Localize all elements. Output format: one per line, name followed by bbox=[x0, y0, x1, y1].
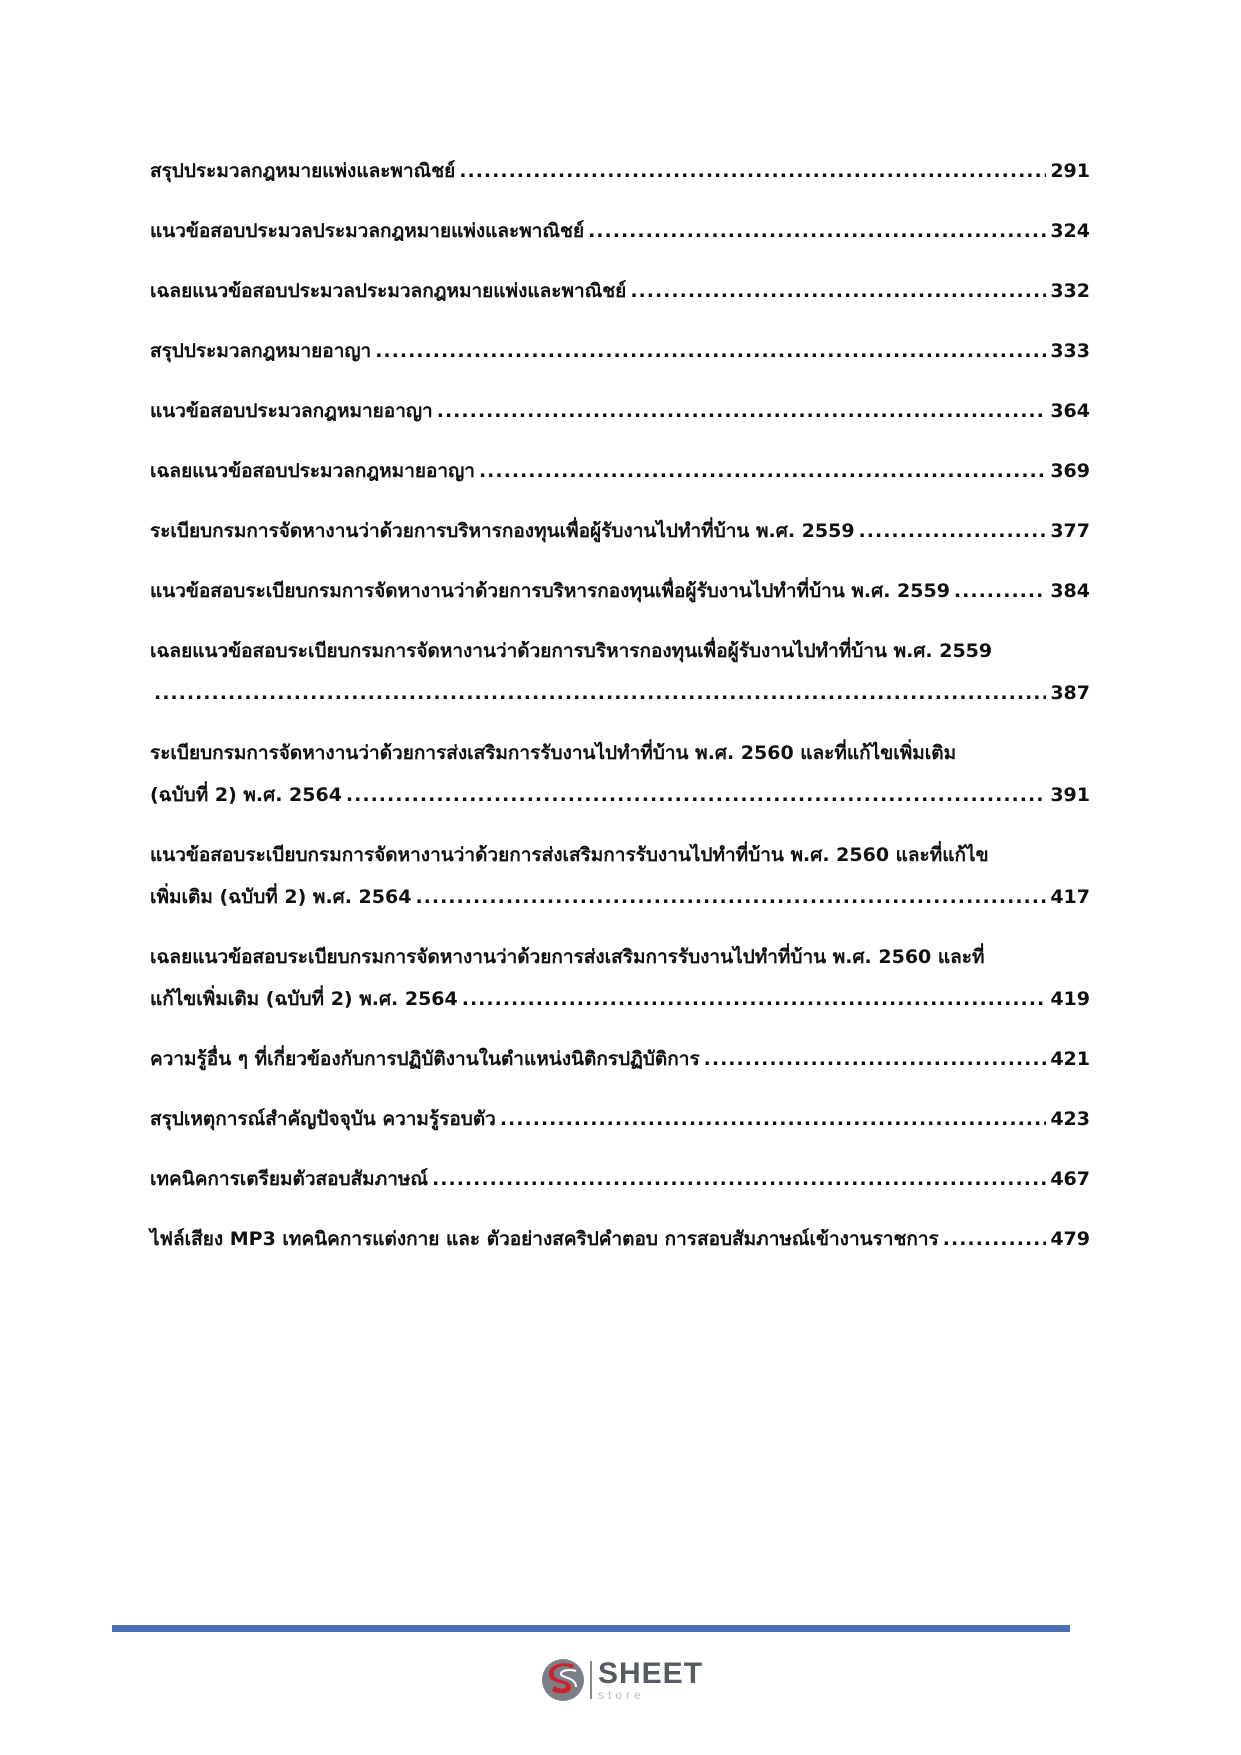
toc-entry-title: เฉลยแนวข้อสอบประมวลประมวลกฎหมายแพ่งและพาณิชย์ bbox=[150, 280, 627, 302]
toc-entry[interactable] bbox=[150, 732, 1090, 816]
toc-entry-page: 417 bbox=[1050, 886, 1090, 908]
table-of-contents bbox=[150, 150, 1090, 1278]
toc-entry-page: 391 bbox=[1050, 784, 1090, 806]
toc-entry-title: เฉลยแนวข้อสอบประมวลกฎหมายอาญา bbox=[150, 460, 475, 482]
footer-rule bbox=[112, 1625, 1070, 1632]
toc-entry-title: ไฟล์เสียง MP3 เทคนิคการแต่งกาย และ ตัวอย่างสคริปคำตอบ การสอบสัมภาษณ์เข้างานราชการ bbox=[150, 1228, 939, 1250]
toc-entry-page: 333 bbox=[1050, 340, 1090, 362]
sheet-store-logo-icon bbox=[540, 1657, 586, 1703]
toc-entry-title-line1: เฉลยแนวข้อสอบระเบียบกรมการจัดหางานว่าด้วยการส่งเสริมการรับงานไปทำที่บ้าน พ.ศ. 2560 และที่ bbox=[150, 946, 985, 968]
toc-entry-page: 324 bbox=[1050, 220, 1090, 242]
toc-entry-title-line1: ระเบียบกรมการจัดหางานว่าด้วยการส่งเสริมการรับงานไปทำที่บ้าน พ.ศ. 2560 และที่แก้ไขเพิ่มเติม bbox=[150, 742, 957, 764]
toc-entry[interactable] bbox=[150, 390, 1090, 432]
toc-entry-title: เทคนิคการเตรียมตัวสอบสัมภาษณ์ bbox=[150, 1168, 429, 1190]
toc-entry[interactable] bbox=[150, 1098, 1090, 1140]
toc-entry-page: 377 bbox=[1050, 520, 1090, 542]
toc-entry[interactable] bbox=[150, 630, 1090, 714]
toc-entry[interactable] bbox=[150, 1038, 1090, 1080]
sheet-store-logo bbox=[540, 1655, 703, 1705]
toc-entry-page: 423 bbox=[1050, 1108, 1090, 1130]
toc-entry[interactable] bbox=[150, 570, 1090, 612]
toc-entry-title: สรุปเหตุการณ์สำคัญปัจจุบัน ความรู้รอบตัว bbox=[150, 1108, 496, 1130]
logo-wordmark bbox=[598, 1659, 703, 1701]
toc-entry-title: แนวข้อสอบประมวลประมวลกฎหมายแพ่งและพาณิชย์ bbox=[150, 220, 585, 242]
toc-dot-leader bbox=[346, 774, 1046, 816]
logo-brand-text: SHEET bbox=[598, 1657, 704, 1690]
toc-entry[interactable] bbox=[150, 450, 1090, 492]
toc-entry[interactable] bbox=[150, 510, 1090, 552]
toc-entry-page: 467 bbox=[1050, 1168, 1090, 1190]
toc-dot-leader bbox=[437, 390, 1047, 432]
toc-entry-title: แนวข้อสอบประมวลกฎหมายอาญา bbox=[150, 400, 433, 422]
toc-dot-leader bbox=[500, 1098, 1046, 1140]
toc-entry[interactable] bbox=[150, 936, 1090, 1020]
toc-entry[interactable] bbox=[150, 150, 1090, 192]
toc-entry-title: ความรู้อื่น ๆ ที่เกี่ยวข้องกับการปฏิบัติงานในตำแหน่งนิติกรปฏิบัติการ bbox=[150, 1048, 700, 1070]
toc-entry-page: 291 bbox=[1050, 160, 1090, 182]
toc-entry-page: 364 bbox=[1050, 400, 1090, 422]
toc-entry-page: 387 bbox=[1050, 682, 1090, 704]
toc-entry-title: สรุปประมวลกฎหมายอาญา bbox=[150, 340, 372, 362]
toc-dot-leader bbox=[859, 510, 1047, 552]
toc-entry[interactable] bbox=[150, 834, 1090, 918]
toc-dot-leader bbox=[630, 270, 1046, 312]
toc-entry[interactable] bbox=[150, 330, 1090, 372]
toc-entry-title: แนวข้อสอบระเบียบกรมการจัดหางานว่าด้วยการบริหารกองทุนเพื่อผู้รับงานไปทำที่บ้าน พ.ศ. 2559 bbox=[150, 580, 950, 602]
toc-entry-title: สรุปประมวลกฎหมายแพ่งและพาณิชย์ bbox=[150, 160, 456, 182]
toc-dot-leader bbox=[459, 150, 1046, 192]
toc-dot-leader bbox=[479, 450, 1046, 492]
toc-dot-leader bbox=[943, 1218, 1047, 1260]
toc-entry[interactable] bbox=[150, 270, 1090, 312]
toc-dot-leader bbox=[415, 876, 1046, 918]
toc-entry-page: 419 bbox=[1050, 988, 1090, 1010]
toc-dot-leader bbox=[154, 672, 1046, 714]
toc-dot-leader bbox=[588, 210, 1046, 252]
toc-entry-title: ระเบียบกรมการจัดหางานว่าด้วยการบริหารกองทุนเพื่อผู้รับงานไปทำที่บ้าน พ.ศ. 2559 bbox=[150, 520, 855, 542]
toc-dot-leader bbox=[462, 978, 1047, 1020]
toc-entry-page: 384 bbox=[1050, 580, 1090, 602]
toc-entry-page: 369 bbox=[1050, 460, 1090, 482]
toc-entry[interactable] bbox=[150, 210, 1090, 252]
toc-entry-title: แก้ไขเพิ่มเติม (ฉบับที่ 2) พ.ศ. 2564 bbox=[150, 988, 458, 1010]
toc-entry-page: 421 bbox=[1050, 1048, 1090, 1070]
toc-entry[interactable] bbox=[150, 1158, 1090, 1200]
toc-entry-title-line1: แนวข้อสอบระเบียบกรมการจัดหางานว่าด้วยการส่งเสริมการรับงานไปทำที่บ้าน พ.ศ. 2560 และที่แก้ไข bbox=[150, 844, 989, 866]
toc-entry-page: 332 bbox=[1050, 280, 1090, 302]
toc-dot-leader bbox=[704, 1038, 1047, 1080]
toc-dot-leader bbox=[954, 570, 1046, 612]
toc-entry[interactable] bbox=[150, 1218, 1090, 1260]
toc-entry-title: (ฉบับที่ 2) พ.ศ. 2564 bbox=[150, 784, 342, 806]
toc-entry-page: 479 bbox=[1050, 1228, 1090, 1250]
toc-entry-title: เพิ่มเติม (ฉบับที่ 2) พ.ศ. 2564 bbox=[150, 886, 412, 908]
toc-dot-leader bbox=[432, 1158, 1046, 1200]
logo-separator bbox=[590, 1661, 592, 1699]
logo-sub-text: store bbox=[598, 1688, 645, 1702]
toc-dot-leader bbox=[375, 330, 1046, 372]
toc-entry-title-line1: เฉลยแนวข้อสอบระเบียบกรมการจัดหางานว่าด้วยการบริหารกองทุนเพื่อผู้รับงานไปทำที่บ้าน พ.ศ. 2559 bbox=[150, 640, 993, 662]
